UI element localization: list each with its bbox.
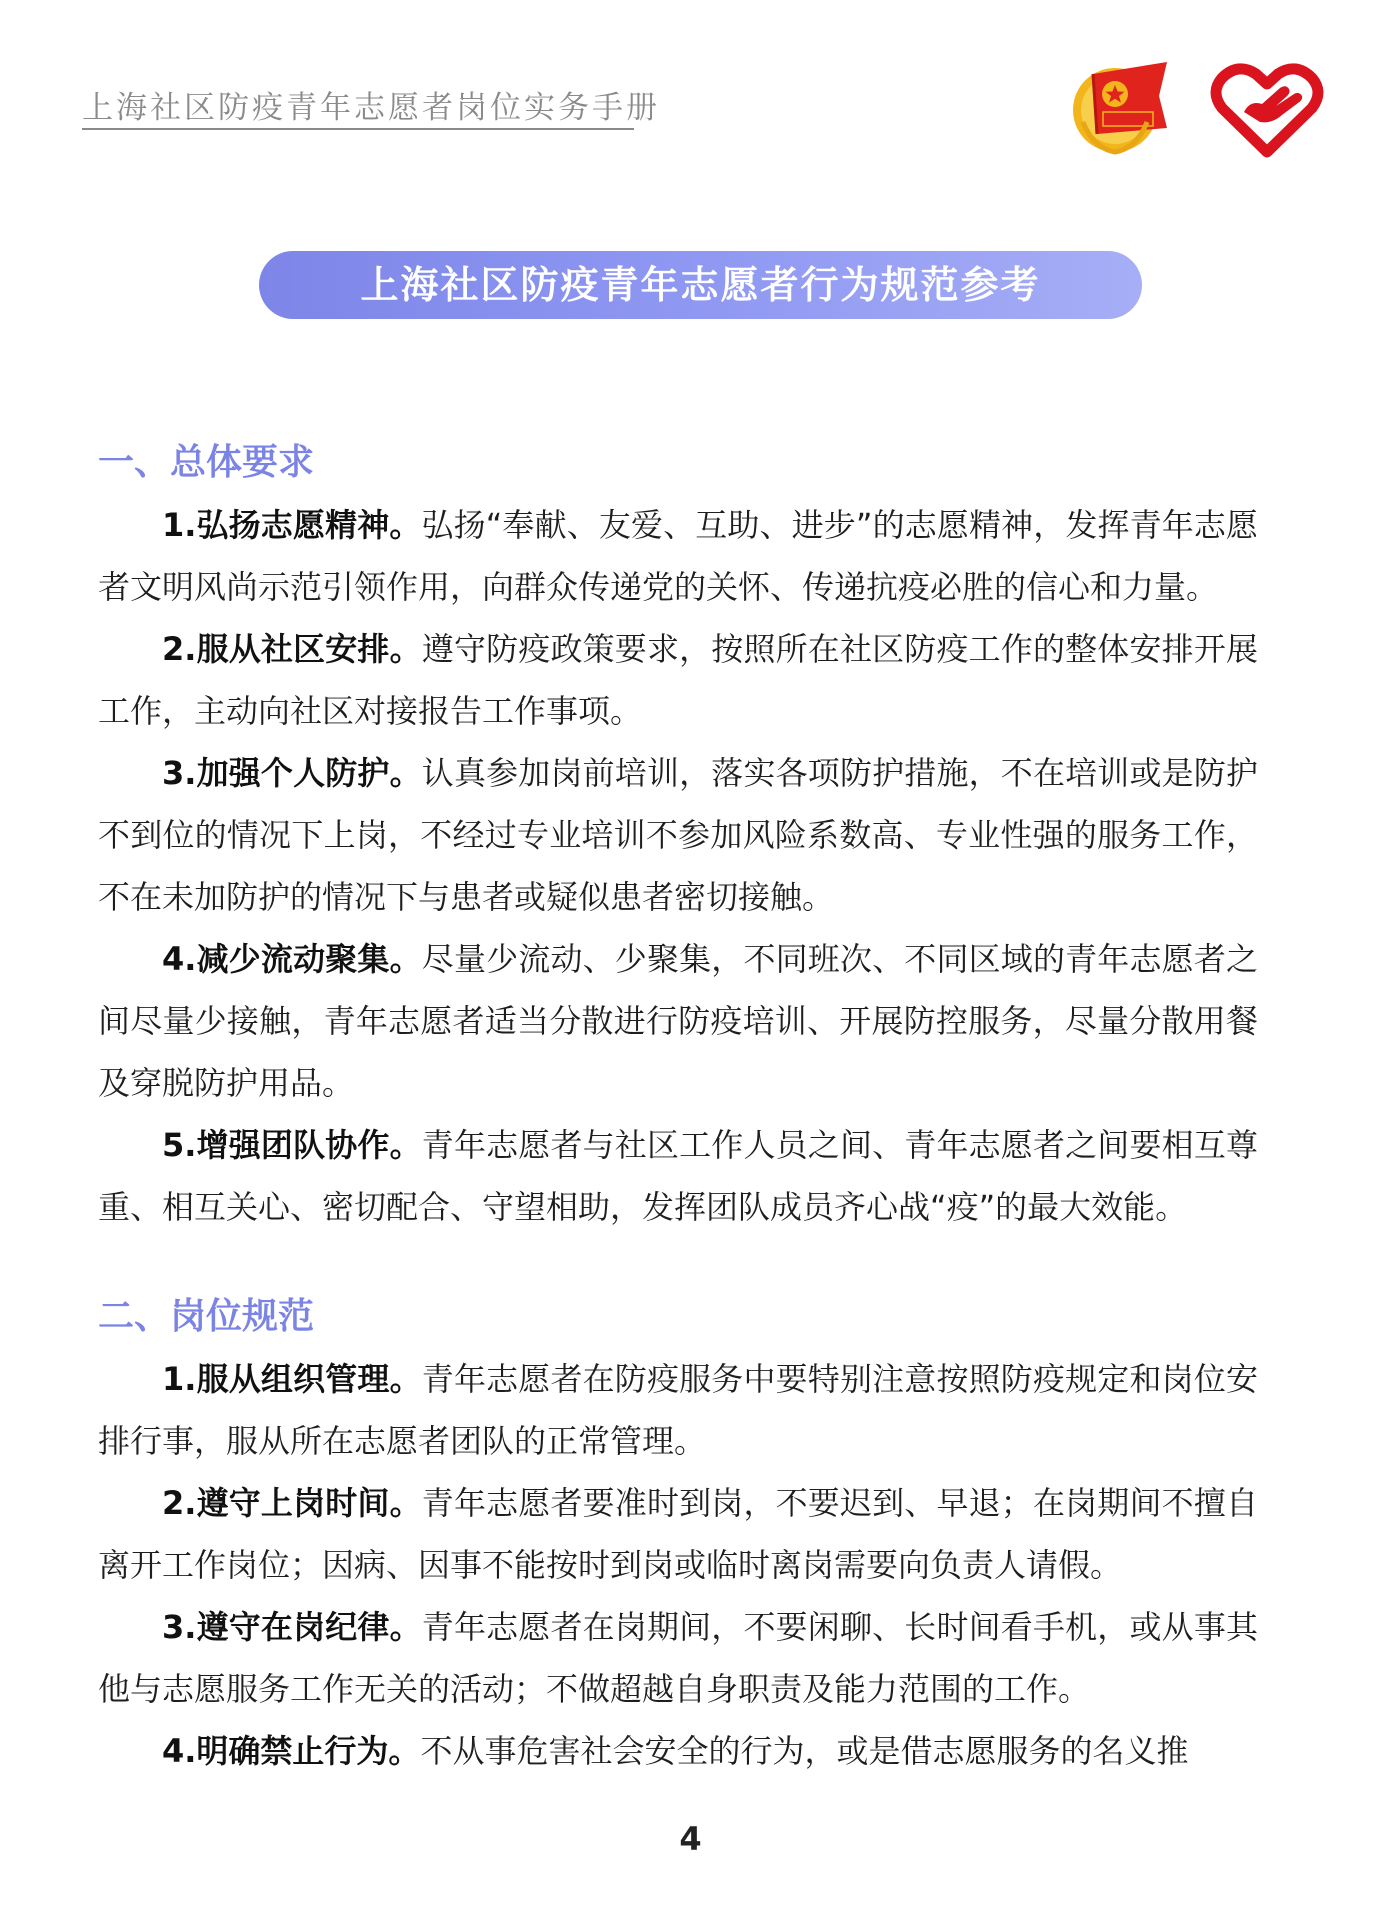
item-lead: 4.减少流动聚集。 (162, 940, 422, 978)
item-body: 青年志愿者要准时到岗，不要迟到、早退；在岗期间不擅自离开工作岗位；因病、因事不能按时到岗或临时离岗需要向负责人请假。 (98, 1484, 1258, 1584)
item-body: 弘扬“奉献、友爱、互助、进步”的志愿精神，发挥青年志愿者文明风尚示范引领作用，向群众传递党的关怀、传递抗疫必胜的信心和力量。 (98, 506, 1258, 606)
paragraph-item (98, 1720, 1258, 1782)
item-lead: 1.弘扬志愿精神。 (162, 506, 422, 544)
paragraph-item (98, 742, 1258, 928)
item-lead: 1.服从组织管理。 (162, 1360, 422, 1398)
item-body: 青年志愿者与社区工作人员之间、青年志愿者之间要相互尊重、相互关心、密切配合、守望相助，发挥团队成员齐心战“疫”的最大效能。 (98, 1126, 1258, 1226)
section-heading-post-rules: 二、岗位规范 (98, 1296, 315, 1337)
item-lead: 2.服从社区安排。 (162, 630, 422, 668)
section-heading-general: 一、总体要求 (98, 442, 315, 483)
section-spacer (98, 1238, 1258, 1286)
paragraph-item (98, 1348, 1258, 1472)
volunteer-heart-hand-icon (1210, 60, 1325, 160)
item-body: 尽量少流动、少聚集，不同班次、不同区域的青年志愿者之间尽量少接触，青年志愿者适当分散进行防疫培训、开展防控服务，尽量分散用餐及穿脱防护用品。 (98, 940, 1258, 1102)
running-header-title: 上海社区防疫青年志愿者岗位实务手册 (82, 90, 660, 126)
item-lead: 5.增强团队协作。 (162, 1126, 422, 1164)
item-body: 不从事危害社会安全的行为，或是借志愿服务的名义推 (420, 1732, 1189, 1770)
communist-youth-league-emblem-icon (1063, 52, 1183, 162)
paragraph-item (98, 494, 1258, 618)
item-lead: 3.加强个人防护。 (162, 754, 422, 792)
paragraph-item (98, 1114, 1258, 1238)
item-lead: 4.明确禁止行为。 (162, 1732, 421, 1770)
item-lead: 3.遵守在岗纪律。 (162, 1608, 422, 1646)
header-underline (82, 128, 634, 130)
item-body: 青年志愿者在岗期间，不要闲聊、长时间看手机，或从事其他与志愿服务工作无关的活动；不做超越自身职责及能力范围的工作。 (98, 1608, 1258, 1708)
item-lead: 2.遵守上岗时间。 (162, 1484, 422, 1522)
item-body: 认真参加岗前培训，落实各项防护措施，不在培训或是防护不到位的情况下上岗，不经过专业培训不参加风险系数高、专业性强的服务工作，不在未加防护的情况下与患者或疑似患者密切接触。 (98, 754, 1258, 916)
paragraph-item (98, 928, 1258, 1114)
section-banner: 上海社区防疫青年志愿者行为规范参考 (259, 251, 1142, 319)
paragraph-item (98, 1472, 1258, 1596)
paragraph-item (98, 618, 1258, 742)
page-number: 4 (679, 1820, 702, 1858)
paragraph-item (98, 1596, 1258, 1720)
main-content (98, 432, 1258, 1782)
item-body: 青年志愿者在防疫服务中要特别注意按照防疫规定和岗位安排行事，服从所在志愿者团队的正常管理。 (98, 1360, 1258, 1460)
item-body: 遵守防疫政策要求，按照所在社区防疫工作的整体安排开展工作，主动向社区对接报告工作事项。 (98, 630, 1258, 730)
